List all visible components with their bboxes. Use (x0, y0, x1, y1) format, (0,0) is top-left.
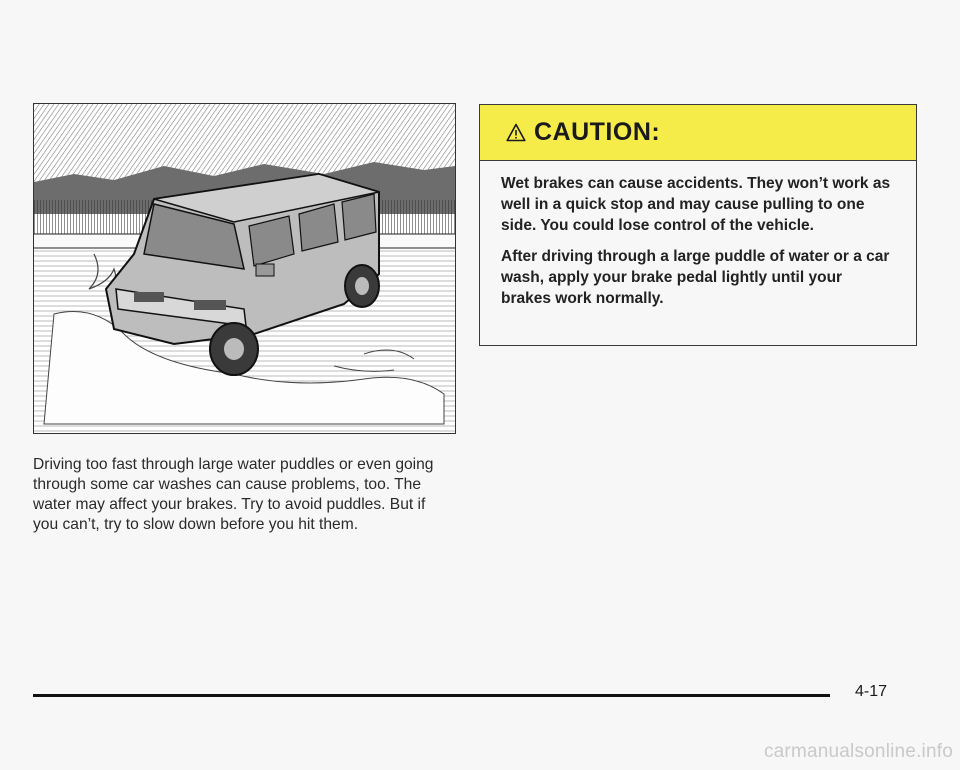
van-illustration-svg (34, 104, 455, 433)
caution-title: CAUTION: (534, 118, 661, 146)
caution-box (479, 104, 917, 346)
caution-paragraph: After driving through a large puddle of water or a car wash, apply your brake pedal lightly until your brakes work normally. (501, 248, 890, 307)
caution-body (480, 161, 916, 309)
body-paragraph: Driving too fast through large water puddles or even going through some car washes can cause problems, too. The water may affect your brakes. Try to avoid puddles. But if you can’t, try to slow down before you hit them. (33, 456, 434, 533)
van-puddle-illustration (33, 103, 456, 434)
caution-paragraph: Wet brakes can cause accidents. They won’t work as well in a quick stop and may cause pulling to one side. You could lose control of the vehicle. (501, 175, 891, 234)
warning-triangle-icon (506, 123, 526, 142)
footer-rule (33, 694, 830, 697)
page-number: 4-17 (855, 683, 888, 700)
watermark: carmanualsonline.info (763, 741, 953, 762)
caution-header (480, 105, 916, 161)
